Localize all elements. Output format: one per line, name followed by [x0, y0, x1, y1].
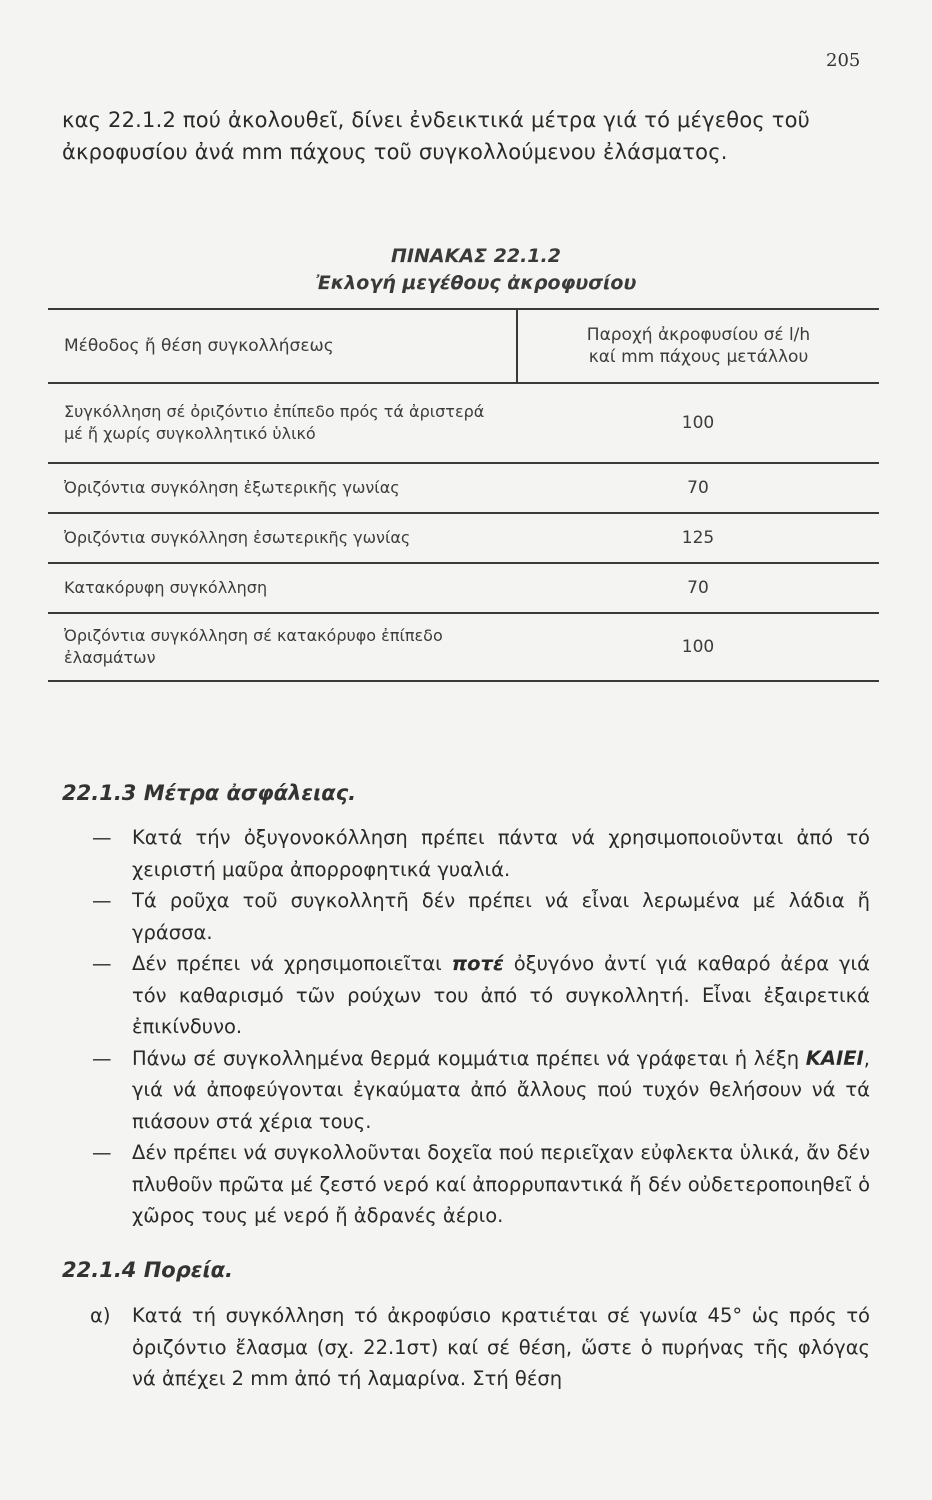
- header-flow: [517, 309, 879, 383]
- dash-marker: —: [92, 1141, 112, 1164]
- item-text-before: Δέν πρέπει νά χρησιμοποιεῖται: [132, 952, 452, 975]
- item-text: Δέν πρέπει νά συγκολλοῦνται δοχεῖα πού περιεῖχαν εὐφλεκτα ὑλικά, ἄν δέν πλυθοῦν πρῶτα μέ ζεστό νερό καί ἀπορρυπαντικά ἤ δέν οὐδετεροποιηθεῖ ὁ χῶρος τους μέ νερό ἤ ἀδρανές ἀέριο.: [132, 1141, 870, 1227]
- list-item: [62, 822, 870, 885]
- header-flow-line1: Παροχή ἀκροφυσίου σέ l/h: [586, 325, 811, 345]
- row-flow: 100: [517, 383, 879, 463]
- row-flow: 100: [517, 613, 879, 681]
- row-method: Κατακόρυφη συγκόλληση: [48, 563, 517, 613]
- table-caption-title: ΠΙΝΑΚΑΣ 22.1.2: [391, 245, 561, 267]
- table-row: [48, 513, 879, 563]
- dash-marker: —: [92, 952, 112, 975]
- item-text-after: , γιά νά ἀποφεύγονται ἐγκαύματα ἀπό ἄλλους πού τυχόν θελήσουν νά τά πιάσουν στά χέρια τους.: [132, 1046, 870, 1133]
- nozzle-size-table: [48, 308, 879, 682]
- row-flow: 70: [517, 463, 879, 513]
- item-emphasis: ΚΑΙΕΙ: [805, 1046, 864, 1070]
- header-method: Μέθοδος ἤ θέση συγκολλήσεως: [48, 309, 517, 383]
- list-item: [62, 948, 870, 1043]
- table-row: [48, 563, 879, 613]
- row-method: Ὀριζόντια συγκόλληση ἐσωτερικῆς γωνίας: [48, 513, 517, 563]
- procedure-list: [62, 1300, 870, 1395]
- safety-list: [62, 822, 870, 1232]
- dash-marker: —: [92, 889, 112, 912]
- row-method: Συγκόλληση σέ ὀριζόντιο ἐπίπεδο πρός τά ἀριστερά μέ ἤ χωρίς συγκολλητικό ὑλικό: [48, 383, 517, 463]
- item-emphasis: ποτέ: [451, 952, 504, 975]
- step-marker: α): [90, 1304, 111, 1327]
- list-item: [62, 885, 870, 948]
- dash-marker: —: [92, 826, 112, 849]
- item-text-before: Πάνω σέ συγκολλημένα θερμά κομμάτια πρέπει νά γράφεται ἡ λέξη: [132, 1046, 806, 1070]
- header-flow-line2: καί mm πάχους μετάλλου: [588, 347, 809, 367]
- list-item: [62, 1300, 870, 1395]
- step-text: Κατά τή συγκόλληση τό ἀκροφύσιο κρατιέται σέ γωνία 45° ὡς πρός τό ὀριζόντιο ἔλασμα (σχ. 22.1στ) καί σέ θέση, ὥστε ὁ πυρήνας τῆς φλόγας νά ἀπέχει 2 mm ἀπό τή λαμαρίνα. Στή θέση: [132, 1304, 870, 1390]
- table-caption-subtitle: Ἐκλογή μεγέθους ἀκροφυσίου: [315, 272, 637, 294]
- table-row: [48, 383, 879, 463]
- row-flow: 70: [517, 563, 879, 613]
- list-item: [62, 1043, 870, 1138]
- item-text: Κατά τήν ὀξυγονοκόλληση πρέπει πάντα νά χρησιμοποιοῦνται ἀπό τό χειριστή μαῦρα ἀπορροφητικά γυαλιά.: [132, 826, 870, 881]
- item-text: Τά ροῦχα τοῦ συγκολλητῆ δέν πρέπει νά εἶναι λερωμένα μέ λάδια ἤ γράσσα.: [132, 889, 870, 944]
- table-row: [48, 613, 879, 681]
- intro-paragraph: κας 22.1.2 πού ἀκολουθεῖ, δίνει ἐνδεικτικά μέτρα γιά τό μέγεθος τοῦ ἀκροφυσίου ἀνά mm πάχους τοῦ συγκολλούμενου ἐλάσματος.: [62, 108, 811, 164]
- row-flow: 125: [517, 513, 879, 563]
- table-row: [48, 463, 879, 513]
- page-number: 205: [826, 50, 861, 71]
- row-method: Ὀριζόντια συγκόληση ἐξωτερικῆς γωνίας: [48, 463, 517, 513]
- row-method: Ὀριζόντια συγκόλληση σέ κατακόρυφο ἐπίπεδο ἐλασμάτων: [48, 613, 517, 681]
- list-item: [62, 1137, 870, 1232]
- procedure-heading: 22.1.4 Πορεία.: [62, 1258, 234, 1282]
- safety-heading: 22.1.3 Μέτρα ἀσφάλειας.: [62, 781, 357, 805]
- dash-marker: —: [92, 1046, 112, 1070]
- table-header-row: [48, 309, 879, 383]
- item-text-after: ὀξυγόνο ἀντί γιά καθαρό ἀέρα γιά τόν καθαρισμό τῶν ρούχων του ἀπό τό συγκολλητή. Εἶναι ἐξαιρετικά ἐπικίνδυνο.: [132, 952, 870, 1038]
